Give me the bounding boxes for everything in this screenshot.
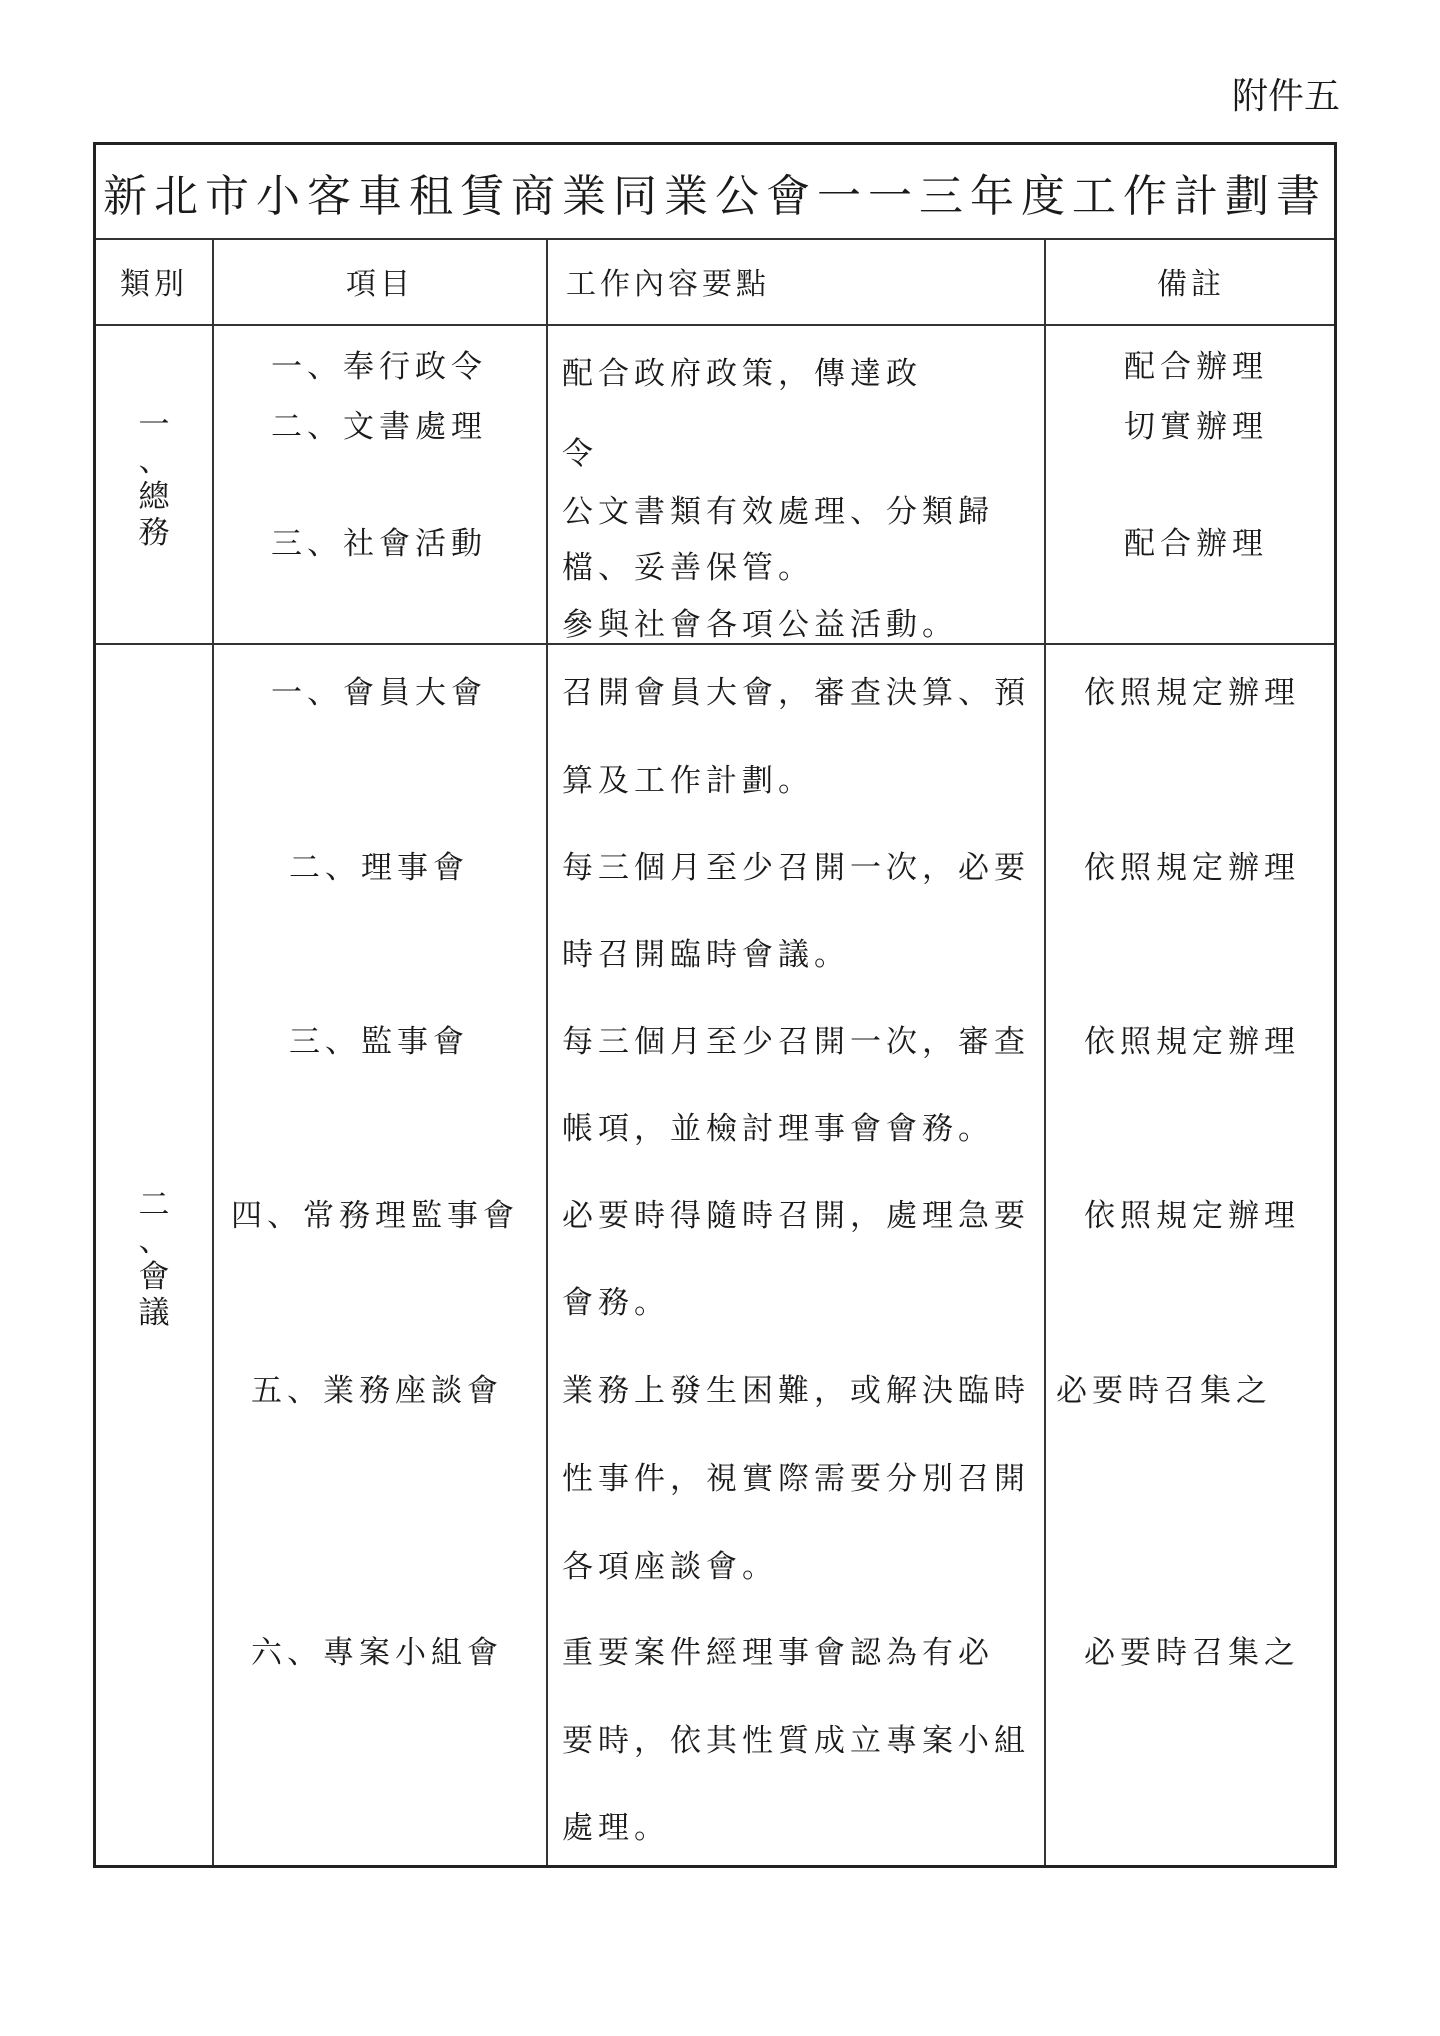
item-label: 二、文書處理 [271, 409, 487, 445]
content-line: 算及工作計劃。 [562, 763, 814, 799]
item-label: 一、會員大會 [271, 675, 487, 711]
remark-text: 必要時召集之 [1056, 1373, 1272, 1409]
work-plan-table [93, 142, 1337, 1868]
content-line: 必要時得隨時召開，處理急要 [562, 1198, 1030, 1234]
content-line: 重要案件經理事會認為有必 [562, 1635, 994, 1671]
remark-text: 配合辦理 [1124, 349, 1268, 385]
header-item: 項目 [346, 267, 414, 302]
content-line: 公文書類有效處理、分類歸 [562, 494, 994, 530]
content-line: 參與社會各項公益活動。 [562, 607, 958, 643]
item-label: 六、專案小組會 [251, 1635, 503, 1671]
remark-text: 依照規定辦理 [1084, 1024, 1300, 1060]
document-title: 新北市小客車租賃商業同業公會一一三年度工作計劃書 [96, 145, 1334, 240]
column-divider [1044, 238, 1046, 1865]
header-category: 類別 [120, 267, 188, 302]
content-line: 帳項，並檢討理事會會務。 [562, 1111, 994, 1147]
header-divider [96, 324, 1334, 326]
content-line: 業務上發生困難，或解決臨時 [562, 1373, 1030, 1409]
remark-text: 配合辦理 [1124, 526, 1268, 562]
annex-label: 附件五 [1231, 76, 1340, 117]
content-line: 令 [562, 436, 598, 472]
content-line: 每三個月至少召開一次，必要 [562, 850, 1030, 886]
content-line: 要時，依其性質成立專案小組 [562, 1723, 1030, 1759]
item-label: 三、社會活動 [271, 526, 487, 562]
category-general-affairs: 一 、 總 務 [138, 407, 170, 551]
remark-text: 切實辦理 [1124, 409, 1268, 445]
header-remark: 備註 [1157, 267, 1225, 302]
item-label: 一、奉行政令 [271, 349, 487, 385]
item-label: 四、常務理監事會 [231, 1198, 519, 1234]
remark-text: 必要時召集之 [1084, 1635, 1300, 1671]
remark-text: 依照規定辦理 [1084, 675, 1300, 711]
content-line: 每三個月至少召開一次，審查 [562, 1024, 1030, 1060]
content-line: 處理。 [562, 1810, 670, 1846]
content-line: 配合政府政策，傳達政 [562, 356, 922, 392]
content-line: 時召開臨時會議。 [562, 937, 850, 973]
header-content: 工作內容要點 [566, 267, 770, 302]
category-meetings: 二 、 會 議 [138, 1187, 170, 1331]
content-line: 各項座談會。 [562, 1549, 778, 1585]
item-label: 五、業務座談會 [251, 1373, 503, 1409]
remark-text: 依照規定辦理 [1084, 1198, 1300, 1234]
column-divider [212, 238, 214, 1865]
item-label: 三、監事會 [289, 1024, 469, 1060]
item-label: 二、理事會 [289, 850, 469, 886]
content-line: 會務。 [562, 1285, 670, 1321]
content-line: 檔、妥善保管。 [562, 550, 814, 586]
content-line: 性事件，視實際需要分別召開 [562, 1461, 1030, 1497]
remark-text: 依照規定辦理 [1084, 850, 1300, 886]
column-divider [546, 238, 548, 1865]
content-line: 召開會員大會，審查決算、預 [562, 675, 1030, 711]
